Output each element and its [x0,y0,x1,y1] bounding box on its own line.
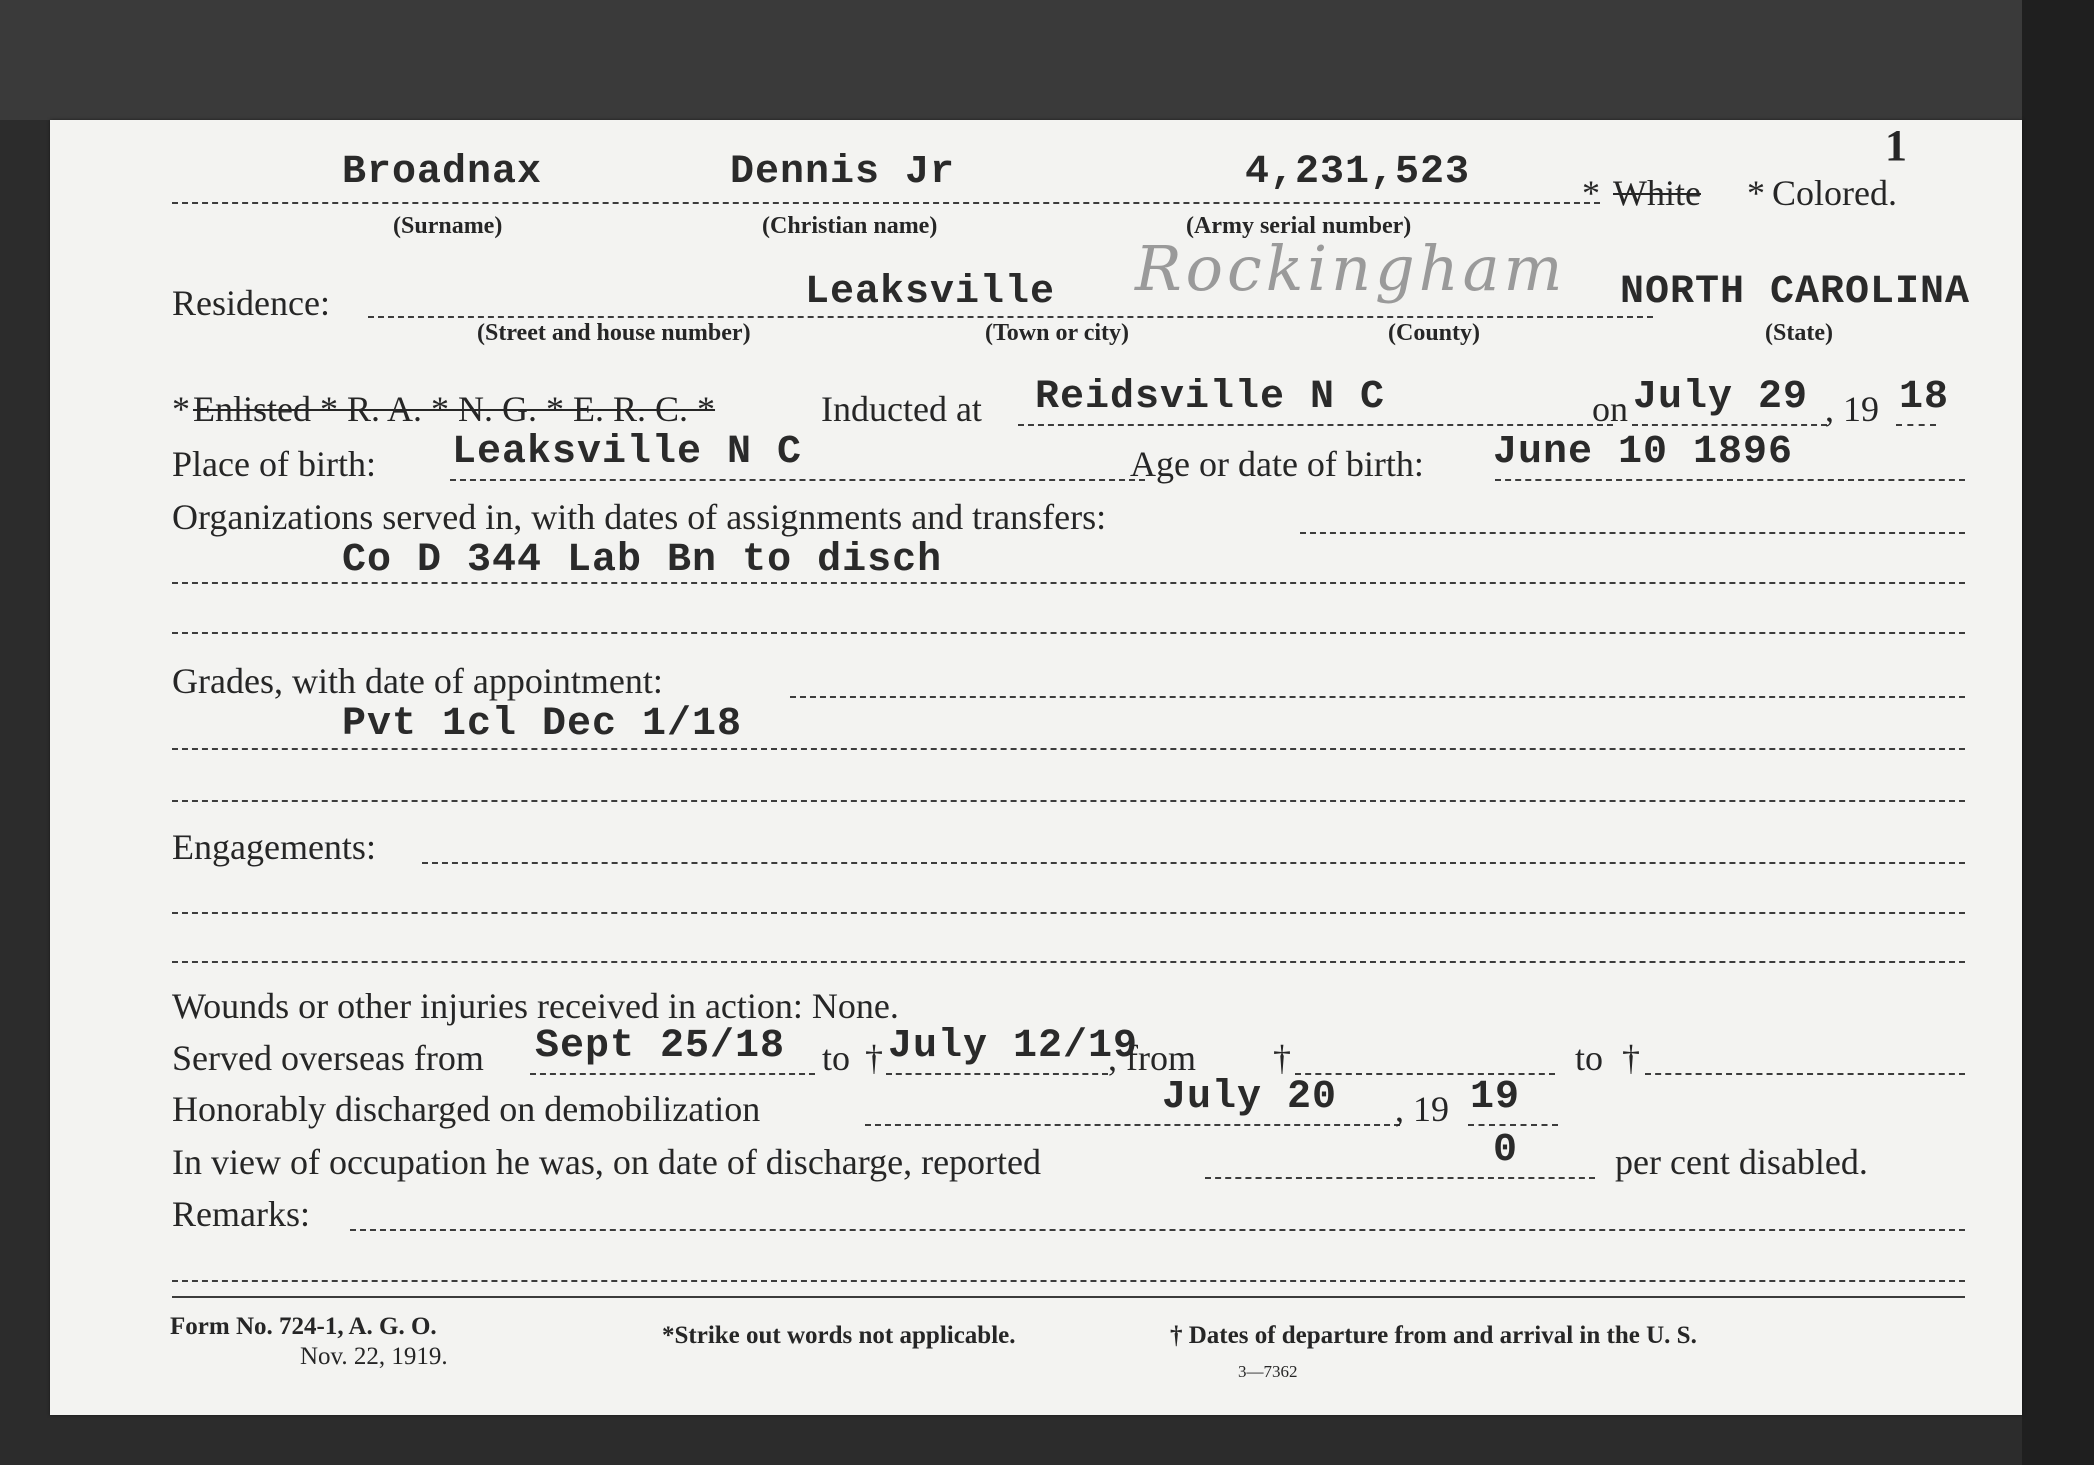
discharge-date-value: July 20 [1162,1075,1338,1120]
surname-value: Broadnax [342,150,543,195]
inducted-date-value: July 29 [1633,375,1809,420]
served-overseas-label: Served overseas from [172,1038,484,1078]
surname-caption: (Surname) [393,213,503,239]
discharge-date-line [865,1124,1400,1126]
race-white-struck: White [1613,173,1701,213]
print-code: 3—7362 [1238,1362,1298,1381]
serial-number-value: 4,231,523 [1245,150,1471,195]
grades-label: Grades, with date of appointment: [172,661,663,701]
birth-date-line [1495,479,1965,481]
residence-county-handwritten: Rockingham [1135,232,1567,305]
engagements-label: Engagements: [172,827,376,867]
christian-name-caption: (Christian name) [762,213,938,239]
town-caption: (Town or city) [985,320,1129,346]
served-to-label: to [822,1038,851,1078]
race-colored: Colored. [1772,173,1897,213]
on-label: on [1592,389,1628,429]
birth-date-value: June 10 1896 [1493,430,1794,475]
inducted-year-value: 18 [1899,375,1950,420]
second-to-label: to [1575,1038,1604,1078]
engagements-line-3 [172,961,1965,963]
residence-label: Residence: [172,283,330,323]
birthplace-line [450,479,1145,481]
engagements-line-1 [422,862,1965,864]
christian-name-value: Dennis Jr [730,150,956,195]
organizations-line-1 [1300,532,1965,534]
inducted-place-line [1018,424,1613,426]
footer-rule [172,1296,1965,1298]
grades-line-1 [790,696,1965,698]
discharged-label: Honorably discharged on demobilization [172,1089,761,1129]
residence-state-value: NORTH CAROLINA [1620,270,1971,315]
residence-line [368,316,1653,318]
discharge-year-value: 19 [1470,1075,1521,1120]
served-to-line [886,1073,1108,1075]
scan-background-right [2022,0,2094,1465]
second-from-dagger: † [1273,1038,1291,1078]
grades-value: Pvt 1cl Dec 1/18 [342,702,743,747]
street-caption: (Street and house number) [477,320,751,346]
engagements-line-2 [172,912,1965,914]
inducted-date-line [1632,424,1827,426]
age-label: Age or date of birth: [1130,444,1424,484]
second-from-label: , from [1108,1038,1196,1078]
grades-line-2 [172,748,1965,750]
discharge-year-line [1468,1124,1558,1126]
scan-background-top [0,0,2094,120]
disabled-suffix: per cent disabled. [1615,1142,1868,1182]
organizations-line-3 [172,632,1965,634]
served-to-value: July 12/19 [888,1024,1139,1069]
remarks-label: Remarks: [172,1194,310,1234]
wounds-label: Wounds or other injuries received in action: None. [172,986,899,1026]
service-record-card [50,120,2022,1415]
second-to-line [1645,1073,1965,1075]
disabled-value: 0 [1493,1128,1519,1173]
inducted-place-value: Reidsville N C [1035,375,1386,420]
remarks-line-1 [350,1229,1965,1231]
inducted-year-prefix: , 19 [1825,389,1879,429]
form-date: Nov. 22, 1919. [300,1343,448,1370]
footnote-dagger: † Dates of departure from and arrival in the U. S. [1170,1322,1697,1349]
footnote-strike-out: *Strike out words not applicable. [662,1322,1016,1349]
served-to-dagger: † [865,1038,883,1078]
name-line [172,202,1600,204]
card-number: 1 [1885,121,1907,170]
county-caption: (County) [1388,320,1481,346]
served-from-line [530,1073,815,1075]
enlist-star: * [172,389,190,429]
occupation-label: In view of occupation he was, on date of discharge, reported [172,1142,1042,1182]
grades-line-3 [172,800,1965,802]
race-star-1: * [1582,173,1600,213]
enlistment-options-struck: Enlisted * R. A. * N. G. * E. R. C. * [193,389,716,429]
residence-town-value: Leaksville [805,270,1056,315]
disabled-line [1205,1177,1595,1179]
served-from-value: Sept 25/18 [535,1024,786,1069]
organizations-value: Co D 344 Lab Bn to disch [342,538,943,583]
birthplace-label: Place of birth: [172,444,376,484]
inducted-label: Inducted at [821,389,982,429]
birthplace-value: Leaksville N C [452,430,803,475]
race-star-2: * [1747,173,1765,213]
serial-number-caption: (Army serial number) [1186,213,1412,239]
form-number: Form No. 724-1, A. G. O. [170,1313,437,1340]
remarks-line-2 [172,1280,1965,1282]
organizations-label: Organizations served in, with dates of assignments and transfers: [172,497,1107,537]
inducted-year-line [1896,424,1936,426]
second-to-dagger: † [1622,1038,1640,1078]
discharge-year-prefix: , 19 [1395,1089,1449,1129]
state-caption: (State) [1765,320,1833,346]
